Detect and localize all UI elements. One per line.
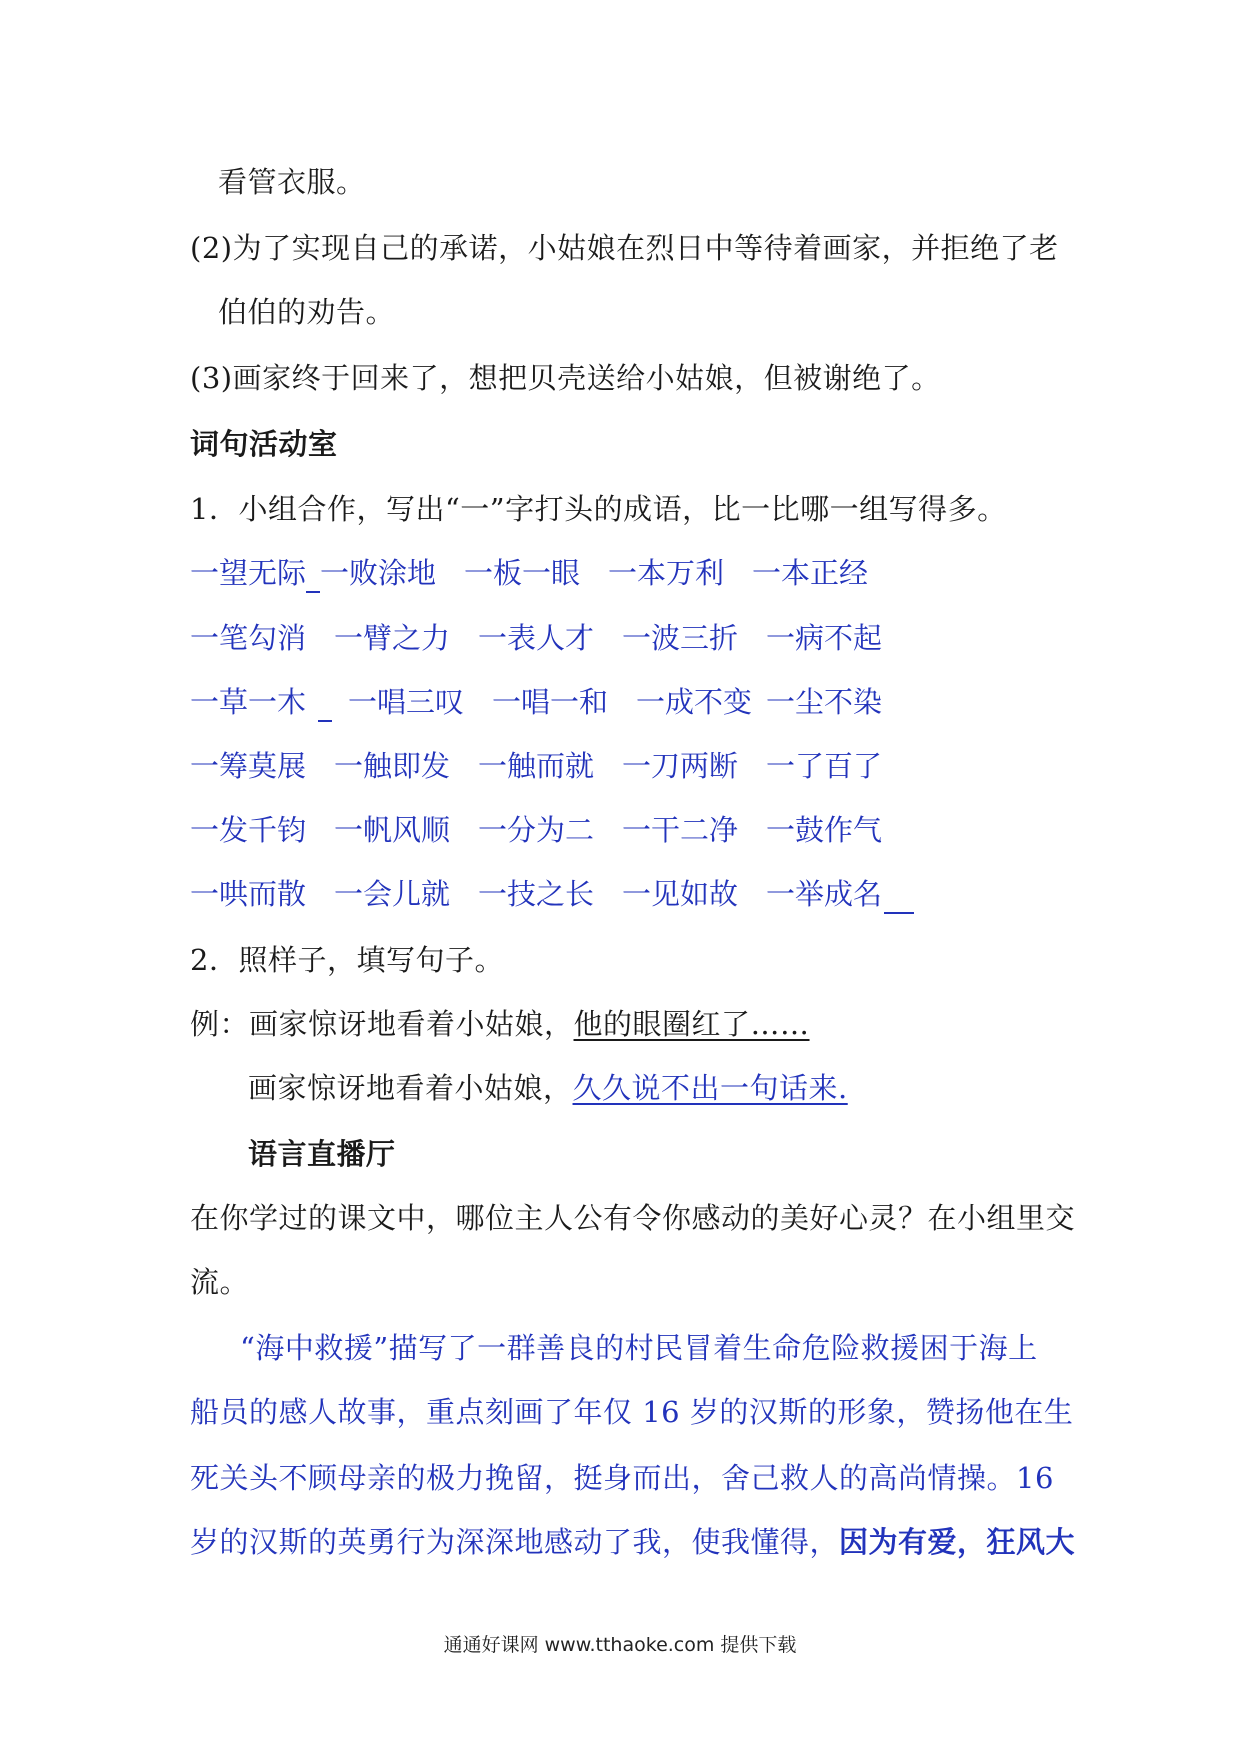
idiom: 一本正经 — [752, 556, 869, 590]
idiom: 一会儿就 — [334, 877, 451, 911]
text-line: (2)为了实现自己的承诺，小姑娘在烈日中等待着画家，并拒绝了老 — [190, 231, 1059, 265]
answer-text-normal: 岁的汉斯的英勇行为深深地感动了我，使我懂得， — [190, 1525, 840, 1559]
answer-underlined: 久久说不出一句话来. — [572, 1071, 848, 1105]
idiom: 一筹莫展 — [190, 749, 307, 783]
idiom: 一帆风顺 — [334, 813, 451, 847]
idiom: 一发千钧 — [190, 813, 307, 847]
answer-blank — [318, 682, 332, 722]
idiom: 一了百了 — [766, 749, 883, 783]
section-title: 语言直播厅 — [248, 1137, 396, 1171]
text-line: 伯伯的劝告。 — [218, 295, 396, 329]
idiom: 一触而就 — [478, 749, 595, 783]
question-2: 2．照样子，填写句子。 — [190, 943, 504, 977]
idiom: 一见如故 — [622, 877, 739, 911]
prompt-line: 在你学过的课文中，哪位主人公有令你感动的美好心灵？在小组里交 — [190, 1201, 1076, 1235]
question-1: 1．小组合作，写出“一”字打头的成语，比一比哪一组写得多。 — [190, 492, 1007, 526]
idiom: 一分为二 — [478, 813, 595, 847]
idiom: 一哄而散 — [190, 877, 307, 911]
idiom: 一板一眼 — [464, 556, 581, 590]
answer-text: 死关头不顾母亲的极力挽留，挺身而出，舍己救人的高尚情操。16 — [190, 1461, 1054, 1495]
text-line: (3)画家终于回来了，想把贝壳送给小姑娘，但被谢绝了。 — [190, 361, 941, 395]
idiom: 一成不变 — [636, 685, 753, 719]
example-underlined: 他的眼圈红了…… — [573, 1007, 810, 1041]
answer-blank — [884, 874, 914, 914]
idiom: 一笔勾消 — [190, 621, 307, 655]
idiom: 一唱一和 — [492, 685, 609, 719]
answer-text — [190, 1522, 1075, 1562]
idiom: 一本万利 — [608, 556, 725, 590]
idiom: 一唱三叹 — [348, 685, 465, 719]
idiom: 一草一木 — [190, 685, 307, 719]
example-prefix: 例：画家惊讶地看着小姑娘， — [190, 1007, 574, 1041]
example-line — [190, 1004, 810, 1044]
answer-line — [248, 1068, 848, 1108]
idiom: 一干二净 — [622, 813, 739, 847]
answer-text-bold: 因为有爱，狂风大 — [839, 1525, 1076, 1559]
text-line: 看管衣服。 — [218, 165, 366, 199]
prompt-line: 流。 — [190, 1265, 250, 1299]
idiom: 一触即发 — [334, 749, 451, 783]
idiom: 一败涂地 — [320, 556, 437, 590]
answer-text: “海中救援”描写了一群善良的村民冒着生命危险救援困于海上 — [240, 1331, 1038, 1365]
idiom: 一尘不染 — [766, 685, 883, 719]
idiom: 一刀两断 — [622, 749, 739, 783]
answer-prefix: 画家惊讶地看着小姑娘， — [248, 1071, 573, 1105]
idiom: 一表人才 — [478, 621, 595, 655]
idiom: 一望无际 — [190, 556, 307, 590]
idiom: 一鼓作气 — [766, 813, 883, 847]
idiom: 一技之长 — [478, 877, 595, 911]
idiom: 一举成名 — [766, 877, 883, 911]
idiom: 一臂之力 — [334, 621, 451, 655]
answer-text: 船员的感人故事，重点刻画了年仅 16 岁的汉斯的形象，赞扬他在生 — [190, 1395, 1074, 1429]
idiom: 一病不起 — [766, 621, 883, 655]
page-footer: 通通好课网 www.tthaoke.com 提供下载 — [443, 1634, 797, 1656]
section-title: 词句活动室 — [190, 427, 338, 461]
answer-blank — [306, 553, 320, 593]
idiom: 一波三折 — [622, 621, 739, 655]
